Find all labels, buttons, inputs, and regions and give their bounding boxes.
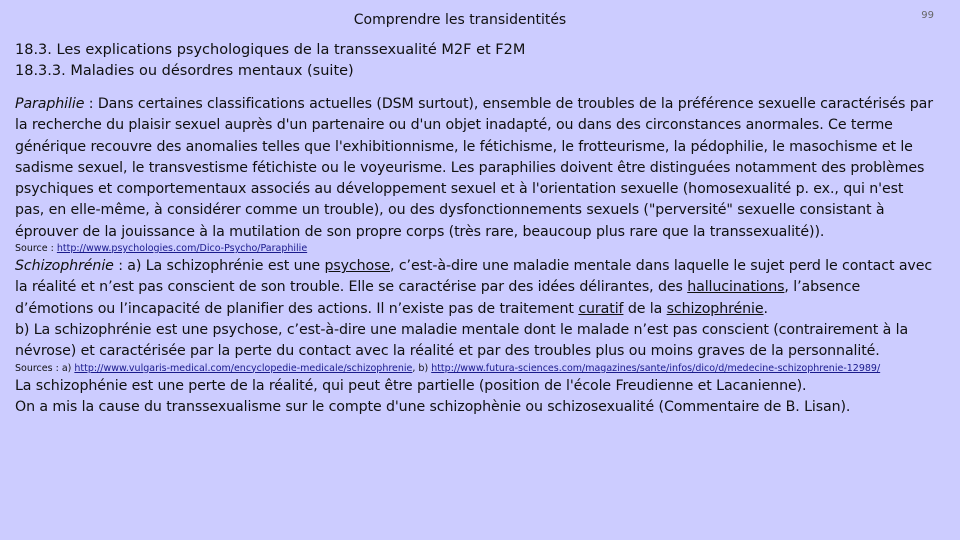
paraphilie-paragraph — [15, 94, 935, 243]
hallucinations-link[interactable]: hallucinations — [687, 279, 785, 296]
schizo-text-a5: . — [763, 300, 768, 317]
page-number: 99 — [921, 10, 934, 21]
source-b-link[interactable]: http://www.futura-sciences.com/magazines/sante/infos/dico/d/medecine-schizophrenie-12989/ — [431, 362, 881, 374]
schizo-text-a4: de la — [623, 300, 667, 317]
spacer — [15, 82, 935, 94]
slide-title: Comprendre les transidentités — [353, 12, 567, 28]
conclusion-line-2: On a mis la cause du transsexualisme sur le compte d'une schizophènie ou schizosexualité (Commentaire de B. Lisan). — [15, 398, 851, 415]
paraphilie-term: Paraphilie — [15, 96, 85, 112]
schizo-text-a2: , c’est-à-dire une maladie mentale dans laquelle le sujet perd le contact avec la réalité et n’est pas conscient de son trouble. Elle se caractérise par des idées délirantes, des — [15, 258, 933, 296]
schizo-text-a3: , l’absence d’émotions ou l’incapacité de planifier des actions. Il n’existe pas de traitement — [15, 279, 861, 317]
subsection-heading: 18.3.3. Maladies ou désordres mentaux (suite) — [15, 63, 354, 79]
paraphilie-source — [15, 243, 935, 254]
schizo-text-a1: : a) La schizophrénie est une — [113, 258, 325, 275]
section-heading: 18.3. Les explications psychologiques de la transsexualité M2F et F2M — [15, 42, 526, 58]
curatif-link[interactable]: curatif — [578, 300, 624, 317]
paraphilie-text: : Dans certaines classifications actuelles (DSM surtout), ensemble de troubles de la préférence sexuelle caractérisés par la recherche du plaisir sexuel auprès d'un partenaire ou d'un objet inadapté, ou dans des circonstances anormales. Ce terme générique recouvre des anomalies telles que l'exhibitionnisme, le fétichisme, le frotteurisme, la pédophilie, le masochisme et le sadisme sexuel, le transvestisme fétichiste ou le voyeurisme. Les paraphilies doivent être distinguées notamment des problèmes psychiques et comportementaux associés au développement sexuel et à l'orientation sexuelle (homosexualité p. ex., qui n'est pas, en elle-même, à considérer comme un trouble), ou des dysfonctionnements sexuels ("perversité" sexuelle consistant à éprouver de la jouissance à la mutilation de son propre corps (très rare, beaucoup plus rare que la transsexualité)). — [15, 96, 933, 240]
source-a-link[interactable]: http://www.vulgaris-medical.com/encyclopedie-medicale/schizophrenie — [74, 362, 413, 374]
schizophrenie-paragraph-b: b) La schizophrénie est une psychose, c’est-à-dire une maladie mentale dont le malade n’est pas conscient (contrairement à la névrose) et caractérisée par la perte du contact avec la réalité et par des troubles plus ou moins graves de la personnalité. — [15, 321, 909, 360]
sources-separator: , b) — [412, 362, 432, 374]
paraphilie-source-link[interactable]: http://www.psychologies.com/Dico-Psycho/Paraphilie — [56, 243, 308, 255]
psychose-link[interactable]: psychose — [324, 258, 391, 275]
schizophrenie-term: Schizophrénie — [15, 258, 114, 275]
schizophrenie-link[interactable]: schizophrénie — [666, 300, 764, 317]
schizophrenie-sources — [15, 363, 935, 374]
conclusion-line-1: La schizophénie est une perte de la réalité, qui peut être partielle (position de l'école Freudienne et Lacanienne). — [15, 377, 807, 394]
source-label: Source : — [15, 243, 57, 255]
schizophrenie-paragraph-a — [15, 256, 935, 320]
sources-label: Sources : a) — [15, 362, 75, 374]
slide-content — [15, 40, 935, 418]
